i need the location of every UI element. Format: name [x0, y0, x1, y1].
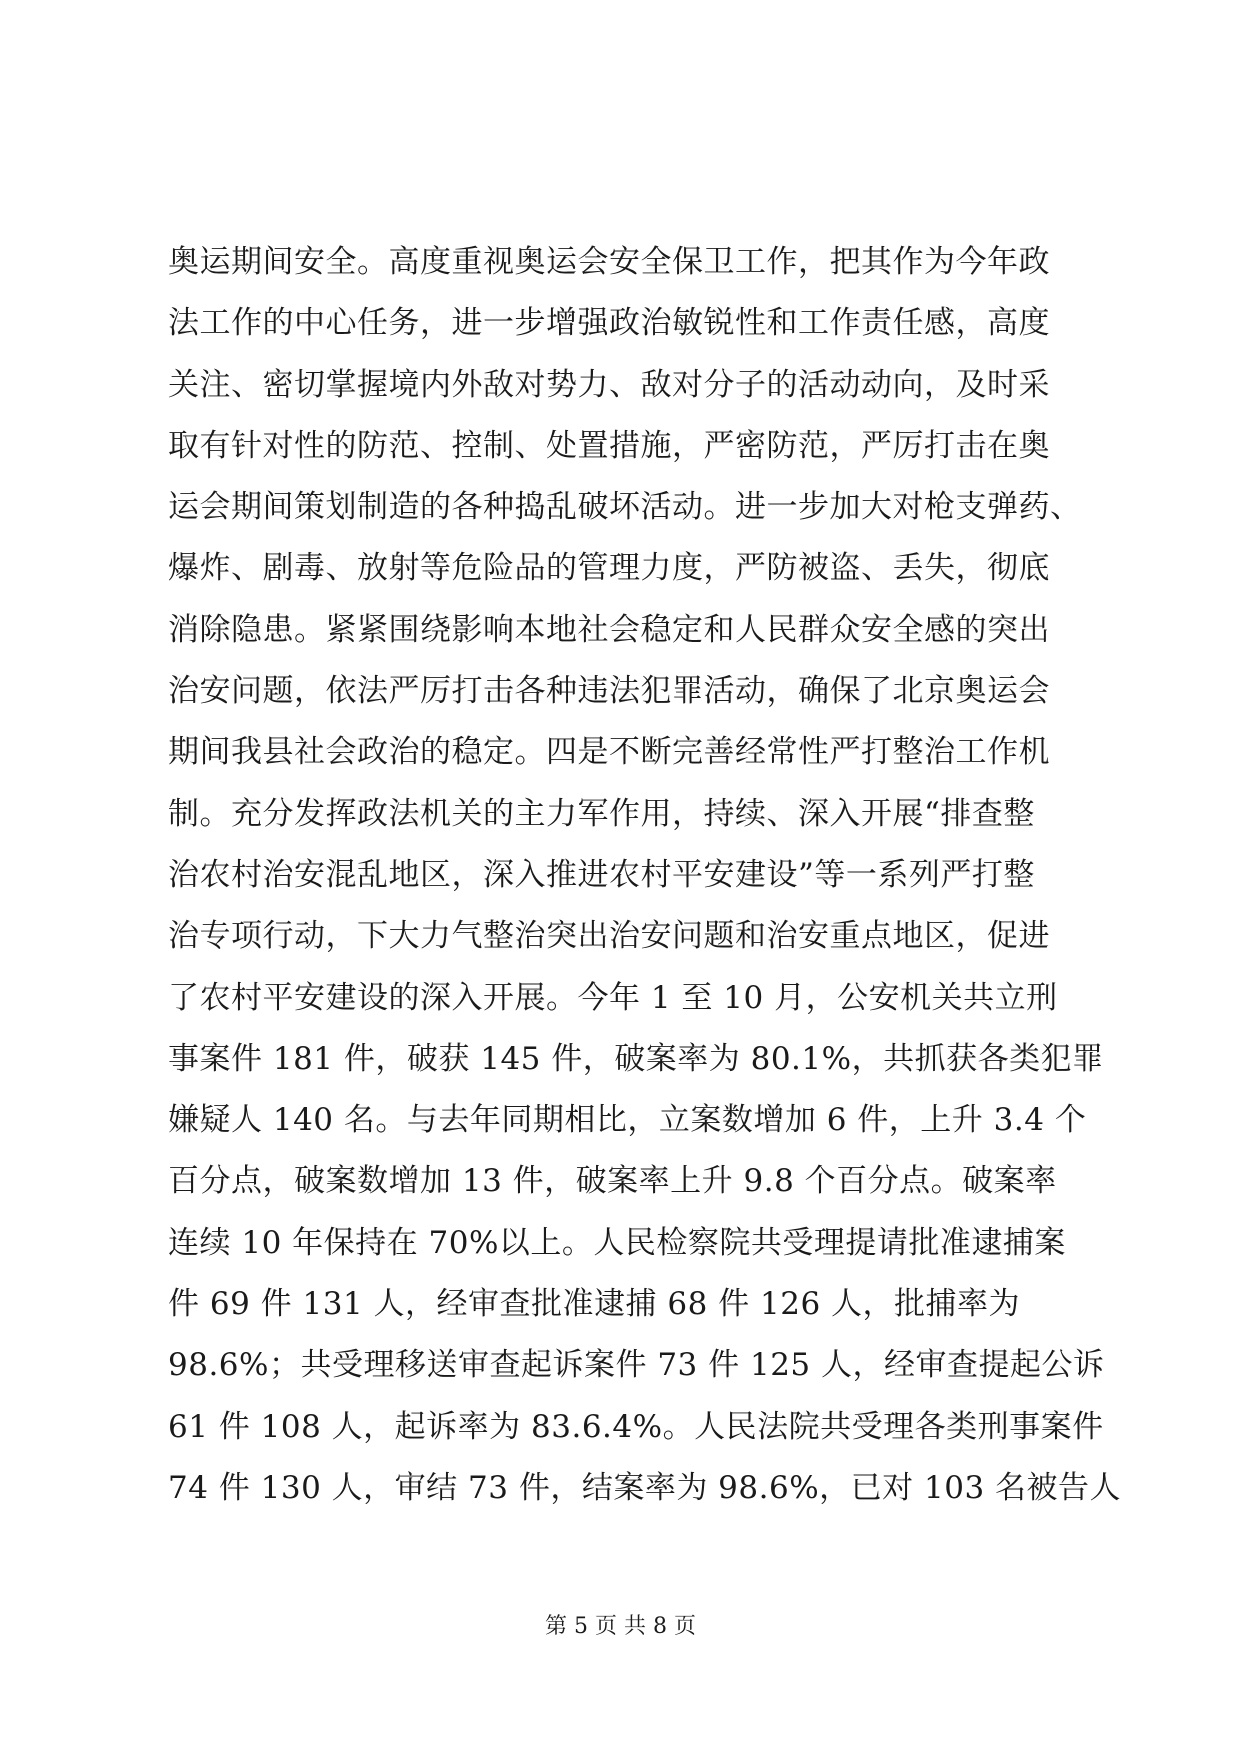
text-line: 期间我县社会政治的稳定。四是不断完善经常性严打整治工作机: [168, 734, 1050, 771]
text-line: 法工作的中心任务，进一步增强政治敏锐性和工作责任感，高度: [168, 305, 1050, 342]
text-line: 74 件 130 人，审结 73 件，结案率为 98.6%，已对 103 名被告人: [168, 1469, 1122, 1506]
text-line: 连续 10 年保持在 70%以上。人民检察院共受理提请批准逮捕案: [168, 1224, 1066, 1261]
text-line: 奥运期间安全。高度重视奥运会安全保卫工作，把其作为今年政: [168, 244, 1050, 280]
text-line: 了农村平安建设的深入开展。今年 1 至 10 月，公安机关共立刑: [168, 979, 1058, 1016]
text-line: 关注、密切掌握境内外敌对势力、敌对分子的活动动向，及时采: [168, 366, 1050, 403]
text-line: 制。充分发挥政法机关的主力军作用，持续、深入开展“排查整: [168, 795, 1035, 832]
text-line: 取有针对性的防范、控制、处置措施，严密防范，严厉打击在奥: [168, 427, 1050, 464]
body-text: [168, 232, 1122, 1519]
page-number-footer: 第 5 页 共 8 页: [545, 1614, 696, 1639]
text-line: 61 件 108 人，起诉率为 83.6.4%。人民法院共受理各类刑事案件: [168, 1408, 1104, 1445]
text-line: 百分点，破案数增加 13 件，破案率上升 9.8 个百分点。破案率: [168, 1163, 1057, 1200]
text-line: 爆炸、剧毒、放射等危险品的管理力度，严防被盗、丢失，彻底: [168, 550, 1050, 587]
text-line: 治农村治安混乱地区，深入推进农村平安建设”等一系列严打整: [168, 856, 1035, 893]
text-line: 治专项行动，下大力气整治突出治安问题和治安重点地区，促进: [168, 918, 1050, 955]
text-line: 98.6%；共受理移送审查起诉案件 73 件 125 人，经审查提起公诉: [168, 1347, 1105, 1384]
text-line: 消除隐患。紧紧围绕影响本地社会稳定和人民群众安全感的突出: [168, 611, 1050, 648]
text-line: 嫌疑人 140 名。与去年同期相比，立案数增加 6 件，上升 3.4 个: [168, 1102, 1087, 1139]
text-line: 事案件 181 件，破获 145 件，破案率为 80.1%，共抓获各类犯罪: [168, 1040, 1104, 1077]
text-line: 治安问题，依法严厉打击各种违法犯罪活动，确保了北京奥运会: [168, 673, 1050, 710]
text-line: 件 69 件 131 人，经审查批准逮捕 68 件 126 人，批捕率为: [168, 1286, 1021, 1323]
text-line: 运会期间策划制造的各种捣乱破坏活动。进一步加大对枪支弹药、: [168, 489, 1082, 526]
